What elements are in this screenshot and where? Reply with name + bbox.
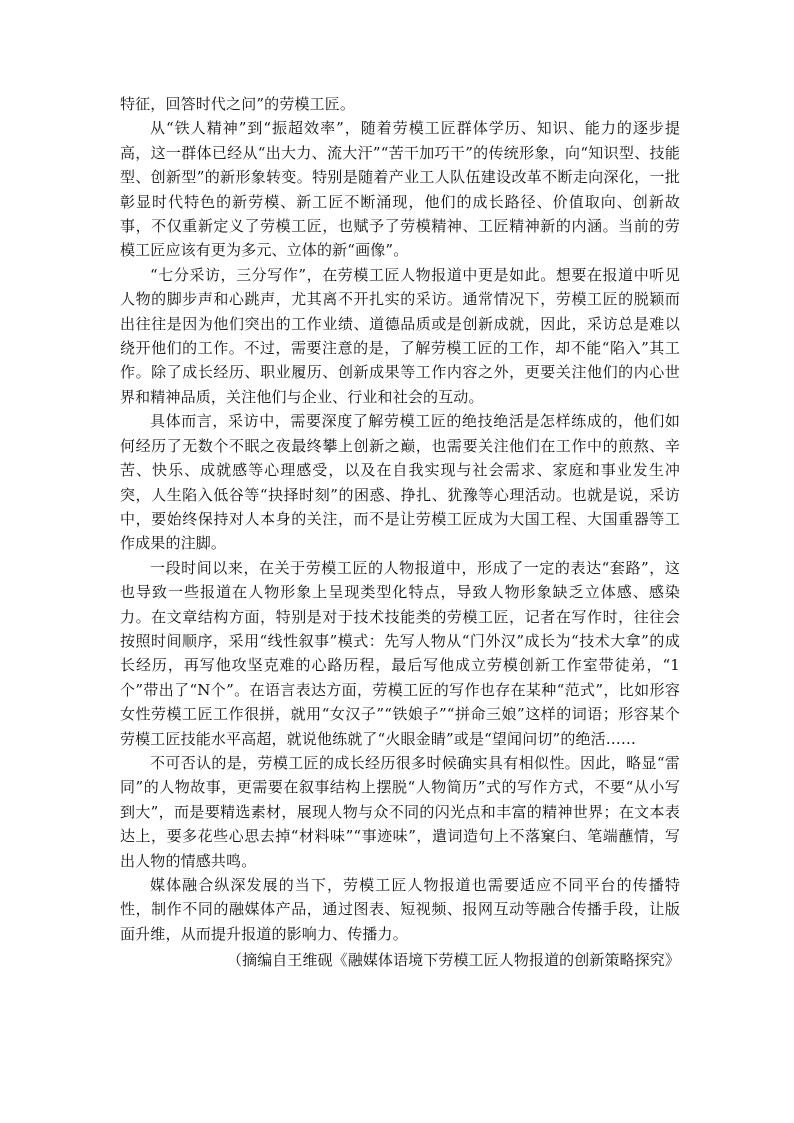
paragraph: 媒体融合纵深发展的当下，劳模工匠人物报道也需要适应不同平台的传播特性，制作不同的融媒体产品，通过图表、短视频、报网互动等融合传播手段，让版面升维，从而提升报道的影响力、传播力。 <box>120 876 680 943</box>
document-page <box>120 92 680 973</box>
paragraph: 从“铁人精神”到“振超效率”，随着劳模工匠群体学历、知识、能力的逐步提高，这一群体已经从“出大力、流大汗”“苦干加巧干”的传统形象，向“知识型、技能型、创新型”的新形象转变。特别是随着产业工人队伍建设改革不断走向深化，一批彰显时代特色的新劳模、新工匠不断涌现，他们的成长路径、价值取向、创新故事，不仅重新定义了劳模工匠，也赋予了劳模精神、工匠精神新的内涵。当前的劳模工匠应该有更为多元、立体的新“画像”。 <box>120 119 680 260</box>
paragraph: 一段时间以来，在关于劳模工匠的人物报道中，形成了一定的表达“套路”，这也导致一些报道在人物形象上呈现类型化特点，导致人物形象缺乏立体感、感染力。在文章结构方面，特别是对于技术技能类的劳模工匠，记者在写作时，往往会按照时间顺序，采用“线性叙事”模式：先写人物从“门外汉”成长为“技术大拿”的成长经历，再写他攻坚克难的心路历程，最后写他成立劳模创新工作室带徒弟，“1个”带出了“N个”。在语言表达方面，劳模工匠的写作也存在某种“范式”，比如形容女性劳模工匠工作很拼，就用“女汉子”“铁娘子”“拼命三娘”这样的词语；形容某个劳模工匠技能水平高超，就说他练就了“火眼金睛”或是“望闻问切”的绝活…… <box>120 558 680 748</box>
paragraph: “七分采访，三分写作”，在劳模工匠人物报道中更是如此。想要在报道中听见人物的脚步声和心跳声，尤其离不开扎实的采访。通常情况下，劳模工匠的脱颖而出往往是因为他们突出的工作业绩、道德品质或是创新成就，因此，采访总是难以绕开他们的工作。不过，需要注意的是，了解劳模工匠的工作，却不能“陷入”其工作。除了成长经历、职业履历、创新成果等工作内容之外，更要关注他们的内心世界和精神品质，关注他们与企业、行业和社会的互动。 <box>120 265 680 406</box>
paragraph: 具体而言，采访中，需要深度了解劳模工匠的绝技绝活是怎样练成的，他们如何经历了无数个不眠之夜最终攀上创新之巅，也需要关注他们在工作中的煎熬、辛苦、快乐、成就感等心理感受，以及在自我实现与社会需求、家庭和事业发生冲突，人生陷入低谷等“抉择时刻”的困惑、挣扎、犹豫等心理活动。也就是说，采访中，要始终保持对人本身的关注，而不是让劳模工匠成为大国工程、大国重器等工作成果的注脚。 <box>120 412 680 553</box>
paragraph: 不可否认的是，劳模工匠的成长经历很多时候确实具有相似性。因此，略显“雷同”的人物故事，更需要在叙事结构上摆脱“人物简历”式的写作方式，不要“从小写到大”，而是要精选素材，展现人物与众不同的闪光点和丰富的精神世界；在文本表达上，要多花些心思去掉“材料味”“事迹味”，遣词造句上不落窠臼、笔端蘸情，写出人物的情感共鸣。 <box>120 753 680 870</box>
paragraph-continuation: 特征，回答时代之问”的劳模工匠。 <box>120 95 356 113</box>
source-citation: （摘编自王维砚《融媒体语境下劳模工匠人物报道的创新策略探究》 <box>226 951 680 970</box>
